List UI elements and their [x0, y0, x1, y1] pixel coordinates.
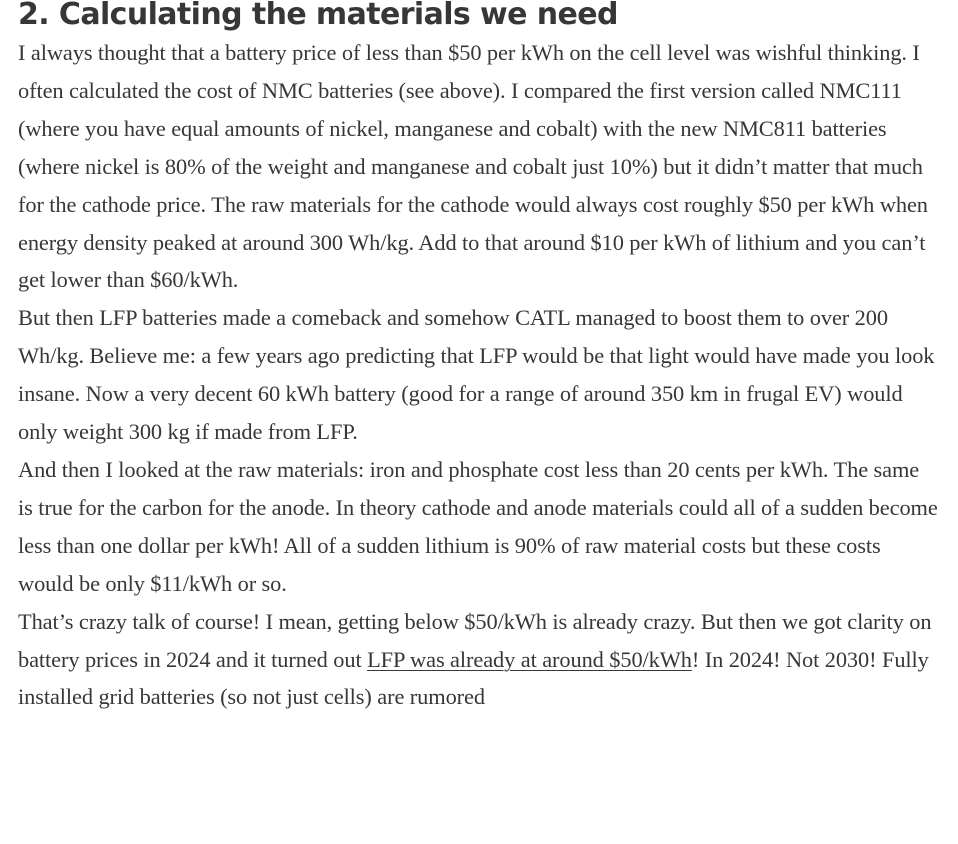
paragraph-text-before-link: That’s crazy talk of course! I mean, getting below $50/kWh is already crazy. But then we got clarity on battery prices in 2024 and it turned out: [18, 608, 932, 672]
paragraph-nmc-cost: I always thought that a battery price of less than $50 per kWh on the cell level was wishful thinking. I often calculated the cost of NMC batteries (see above). I compared the first version called NMC111 (where you have equal amounts of nickel, manganese and cobalt) with the new NMC811 batteries (where nickel is 80% of the weight and manganese and cobalt just 10%) but it didn’t matter that much for the cathode price. The raw materials for the cathode would always cost roughly $50 per kWh when energy density peaked at around 300 Wh/kg. Add to that around $10 per kWh of lithium and you can’t get lower than $60/kWh.: [18, 40, 928, 293]
paragraph-battery-prices-2024: [18, 603, 938, 717]
section-heading: 2. Calculating the materials we need: [18, 0, 618, 32]
article-body: [18, 0, 938, 716]
paragraph-raw-materials: And then I looked at the raw materials: iron and phosphate cost less than 20 cents per kWh. The same is true for the carbon for the anode. In theory cathode and anode materials could all of a sudden become less than one dollar per kWh! All of a sudden lithium is 90% of raw material costs but these costs would be only $11/kWh or so.: [18, 456, 938, 596]
paragraph-text-after-link: ! In 2024! Not 2030! Fully installed grid batteries (so not just cells) are rumored: [18, 646, 929, 710]
paragraph-lfp-comeback: But then LFP batteries made a comeback and somehow CATL managed to boost them to over 200 Wh/kg. Believe me: a few years ago predicting that LFP would be that light would have made you look insane. Now a very decent 60 kWh battery (good for a range of around 350 km in frugal EV) would only weight 300 kg if made from LFP.: [18, 305, 935, 445]
lfp-price-link[interactable]: LFP was already at around $50/kWh: [367, 646, 692, 672]
